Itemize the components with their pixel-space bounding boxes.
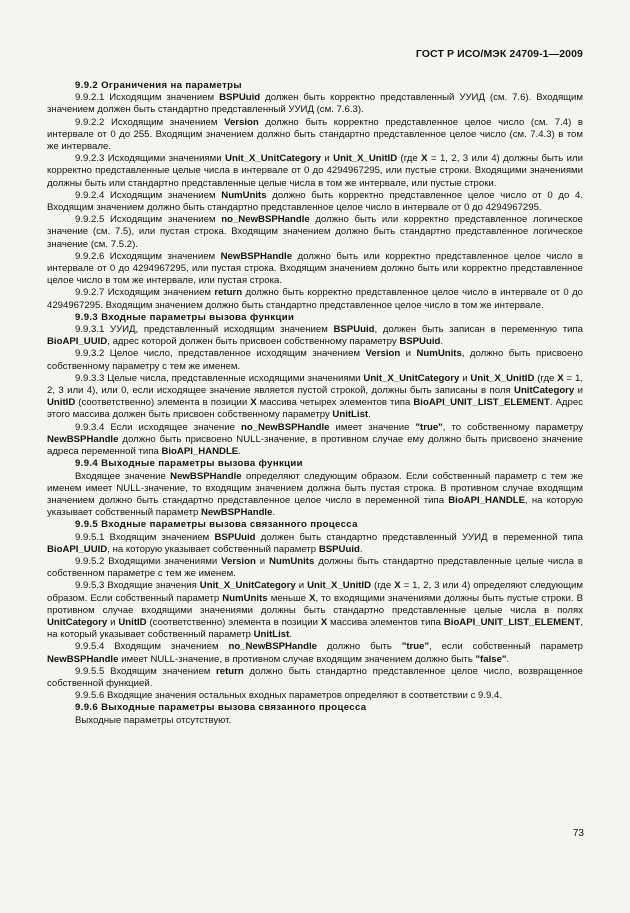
bold-term: 9.9.5 Входные параметры вызова связанного процесса <box>75 519 358 531</box>
text-run: и <box>295 580 308 592</box>
text-run: (где <box>397 153 422 165</box>
text-run: должно быть присвоено NULL-значение, в противном случае ему должно быть присвоено значение адреса переменной типа <box>47 433 583 458</box>
paragraph <box>47 666 583 690</box>
bold-term: UnitID <box>47 397 76 409</box>
paragraph <box>47 580 583 641</box>
bold-term: "true" <box>401 641 430 653</box>
text-run: и <box>320 153 334 165</box>
text-run: , то входящими значениями должны быть пустые строки. В противном случае входящими значениями должны быть стандартно представленные целые числа в полях <box>47 592 584 616</box>
text-run: 9.9.2.5 Исходящим значением <box>75 214 222 226</box>
bold-term: Unit_X_UnitCategory <box>363 372 460 384</box>
bold-term: BSPUuid <box>333 324 375 336</box>
bold-term: Unit_X_UnitID <box>333 153 398 165</box>
bold-term: "false" <box>475 653 507 665</box>
bold-term: BSPUuid <box>318 543 360 555</box>
text-run: , должен быть записан в переменную типа <box>374 324 583 336</box>
text-run: . Адрес этого массива должен быть присвоен собственному параметру <box>47 397 583 421</box>
bold-term: NewBSPHandle <box>47 433 119 445</box>
bold-term: NewBSPHandle <box>170 470 242 482</box>
text-run: (где <box>371 580 395 592</box>
text-run: (где <box>534 372 558 384</box>
text-run: 9.9.5.1 Входящим значением <box>75 531 215 543</box>
paragraph <box>47 190 583 214</box>
bold-term: BSPUuid <box>399 336 441 348</box>
bold-term: Unit_X_UnitID <box>307 580 372 592</box>
text-run: 9.9.5.6 Входящие значения остальных входных параметров определяют в соответствии с 9.9.4. <box>75 690 503 702</box>
text-run: массива элементов типа <box>327 616 444 628</box>
bold-term: BSPUuid <box>214 531 256 543</box>
bold-term: NewBSPHandle <box>47 653 119 665</box>
bold-term: 9.9.3 Входные параметры вызова функции <box>75 311 295 323</box>
text-run: 9.9.2.2 Исходящим значением <box>75 116 225 128</box>
text-run: должно быть или корректно представленное логическое значение (см. 7.5), или пустая строка. Входящим значением должно быть стандартно представленное логическое значение (см. 7.5.2). <box>47 214 583 250</box>
text-run: 9.9.3.4 Если исходящее значение <box>75 421 241 433</box>
text-run: 9.9.5.5 Входящим значением <box>75 665 217 677</box>
bold-term: UnitList <box>253 629 290 641</box>
bold-term: NumUnits <box>221 189 267 201</box>
bold-term: BioAPI_HANDLE <box>448 494 526 506</box>
bold-term: NewBSPHandle <box>220 250 293 262</box>
text-run: , на который указывает собственный параметр <box>47 616 583 641</box>
bold-term: Unit_X_UnitCategory <box>225 153 321 165</box>
paragraph <box>47 641 583 665</box>
text-run: (соответственно) элемента в позиции <box>146 616 321 628</box>
bold-term: NewBSPHandle <box>201 507 273 519</box>
bold-term: NumUnits <box>269 555 315 567</box>
text-run: 9.9.3.1 УУИД, представленный исходящим значением <box>75 324 334 336</box>
text-run: = 1, 2, 3 или 4) должны быть или корректно представленные целые числа в интервале от 0 до 4294967295, или пустые строки. Входящими значениями должны быть или стандартно представленные целые числа в том же интервале, или пустые строки. <box>47 153 583 189</box>
bold-term: no_NewBSPHandle <box>221 214 310 226</box>
text-run: должно быть корректно представленное целое число в интервале от 0 до 4294967295. Входящим значением должно быть стандартно представленное целое число в том же интервале. <box>47 287 584 311</box>
text-run: . <box>506 653 510 665</box>
paragraph <box>47 348 583 372</box>
text-run: и <box>107 616 119 628</box>
bold-term: Version <box>224 116 259 128</box>
paragraph <box>47 532 583 556</box>
section-heading <box>47 312 583 324</box>
text-run: должны быть стандартно представленные целые числа в собственном параметре с тем же именем. <box>47 555 583 580</box>
paragraph <box>47 556 583 580</box>
section-heading <box>47 702 583 714</box>
text-run: , на которую указывает собственный параметр <box>107 543 319 555</box>
text-run: . <box>359 543 363 555</box>
text-run: и <box>400 348 417 360</box>
paragraph <box>47 422 583 459</box>
paragraph <box>47 324 583 348</box>
text-run: Выходные параметры отсутствуют. <box>75 714 232 726</box>
text-run: 9.9.5.4 Входящим значением <box>75 641 229 653</box>
text-run: , адрес которой должен быть присвоен собственному параметру <box>107 336 400 348</box>
paragraph <box>47 117 583 154</box>
bold-term: BioAPI_UNIT_LIST_ELEMENT <box>443 616 581 628</box>
bold-term: Unit_X_UnitID <box>470 372 535 384</box>
bold-term: X <box>394 580 401 592</box>
section-heading <box>47 458 583 470</box>
text-run: должен быть стандартно представленный УУИД в переменной типа <box>255 531 584 543</box>
text-run: . <box>289 629 292 641</box>
bold-term: NumUnits <box>222 592 268 604</box>
paragraph <box>47 471 583 520</box>
bold-term: X <box>320 616 328 628</box>
bold-term: BioAPI_HANDLE <box>161 446 239 458</box>
bold-term: 9.9.2 Ограничения на параметры <box>75 80 242 91</box>
standard-header: ГОСТ Р ИСО/МЭК 24709-1—2009 <box>415 48 583 60</box>
text-run: должно быть корректно представленное целое число от 0 до 4. Входящим значением должно быть стандартно представленное целое число в интервале от 0 до 4294967295. <box>47 189 583 214</box>
text-run: массива четырех элементов типа <box>256 397 414 409</box>
bold-term: UnitCategory <box>514 385 575 397</box>
text-run: Входящее значение <box>75 470 171 482</box>
text-run: и <box>574 385 583 397</box>
bold-term: return <box>216 665 244 677</box>
bold-term: UnitList <box>332 409 369 421</box>
text-run: должно быть <box>317 641 402 653</box>
bold-term: BioAPI_UUID <box>47 543 108 555</box>
bold-term: "true" <box>415 421 443 433</box>
bold-term: Version <box>221 555 256 567</box>
text-run: . <box>272 507 276 519</box>
bold-term: no_NewBSPHandle <box>228 641 317 653</box>
text-run: должен быть корректно представленный УУИД (см. 7.6). Входящим значением должен быть стандартно представленный УУИД (см. 7.6.3). <box>47 92 583 116</box>
bold-term: 9.9.6 Выходные параметры вызова связанного процесса <box>75 702 367 714</box>
text-run: , на которую указывает собственный параметр <box>47 494 583 519</box>
text-run: и <box>459 372 471 384</box>
bold-term: BioAPI_UNIT_LIST_ELEMENT <box>413 397 550 409</box>
text-run: . <box>238 446 241 458</box>
page-number: 73 <box>572 828 584 839</box>
text-run: определяют следующим образом. Если собственный параметр с тем же именем имеет NULL-значение, то входящим значением должна быть пустая строка. В противном случае входящим значением должно быть стандартно представленное целое число в переменной типа <box>47 470 583 506</box>
section-heading <box>47 80 583 92</box>
text-run: 9.9.3.2 Целое число, представленное исходящим значением <box>75 348 366 360</box>
text-run: 9.9.5.2 Входящими значениями <box>75 555 222 567</box>
document-body <box>47 80 583 727</box>
bold-term: NumUnits <box>416 348 462 360</box>
text-run: и <box>255 555 270 567</box>
text-run: (соответственно) элемента в позиции <box>75 397 251 409</box>
bold-term: 9.9.4 Выходные параметры вызова функции <box>75 458 303 470</box>
bold-term: X <box>250 397 257 409</box>
text-run: должно быть или корректно представленное целое число в интервале от 0 до 4294967295, или пустая строка. Входящим значением должно быть или корректно представленное целое число в том же интервале, или пустая строка. <box>47 250 583 287</box>
text-run: имеет значение <box>329 421 416 433</box>
bold-term: Unit_X_UnitCategory <box>199 580 296 592</box>
text-run: 9.9.3.3 Целые числа, представленные исходящими значениями <box>75 372 364 384</box>
bold-term: X <box>421 153 428 165</box>
text-run: имеет NULL-значение, в противном случае входящим значением должно быть <box>118 653 476 665</box>
bold-term: BSPUuid <box>219 92 261 104</box>
text-run: , если собственный параметр <box>429 641 583 653</box>
bold-term: UnitID <box>118 616 147 628</box>
paragraph <box>47 690 583 702</box>
bold-term: X <box>557 372 564 384</box>
text-run: 9.9.2.6 Исходящим значением <box>75 250 221 262</box>
text-run: 9.9.5.3 Входящие значения <box>75 580 200 592</box>
bold-term: UnitCategory <box>47 616 108 628</box>
bold-term: no_NewBSPHandle <box>240 421 330 433</box>
text-run: 9.9.2.1 Исходящим значением <box>75 92 220 104</box>
paragraph <box>47 214 583 251</box>
text-run: = 1, 2, 3 или 4), или 0, если исходящее значение является пустой строкой, должны быть записаны в поля <box>47 372 583 397</box>
text-run: должно быть стандартно представленное целое число, возвращенное собственной функцией. <box>47 665 583 689</box>
text-run: . <box>368 409 371 421</box>
text-run: . <box>440 336 444 348</box>
paragraph <box>47 373 583 422</box>
text-run: , то собственному параметру <box>442 421 583 433</box>
bold-term: Version <box>365 348 401 360</box>
text-run: = 1, 2, 3 или 4) определяют следующим образом. Если собственный параметр <box>47 580 583 604</box>
bold-term: BioAPI_UUID <box>47 336 108 348</box>
text-run: должно быть корректно представленное целое число (см. 7.4) в интервале от 0 до 255. Входящим значением должно быть стандартно представленное целое число (см. 7.4.3) в том же интервале. <box>47 116 583 153</box>
bold-term: X <box>309 592 316 604</box>
text-run: , должно быть присвоено собственному параметру с тем же именем. <box>47 348 583 372</box>
paragraph <box>47 153 583 190</box>
text-run: 9.9.2.3 Исходящими значениями <box>75 153 226 165</box>
paragraph <box>47 251 583 288</box>
section-heading <box>47 519 583 531</box>
text-run: меньше <box>267 592 310 604</box>
bold-term: return <box>214 287 243 299</box>
text-run: 9.9.2.7 Исходящим значением <box>75 287 215 299</box>
paragraph <box>47 287 583 311</box>
text-run: 9.9.2.4 Исходящим значением <box>75 189 222 201</box>
paragraph <box>47 715 583 727</box>
paragraph <box>47 92 583 116</box>
